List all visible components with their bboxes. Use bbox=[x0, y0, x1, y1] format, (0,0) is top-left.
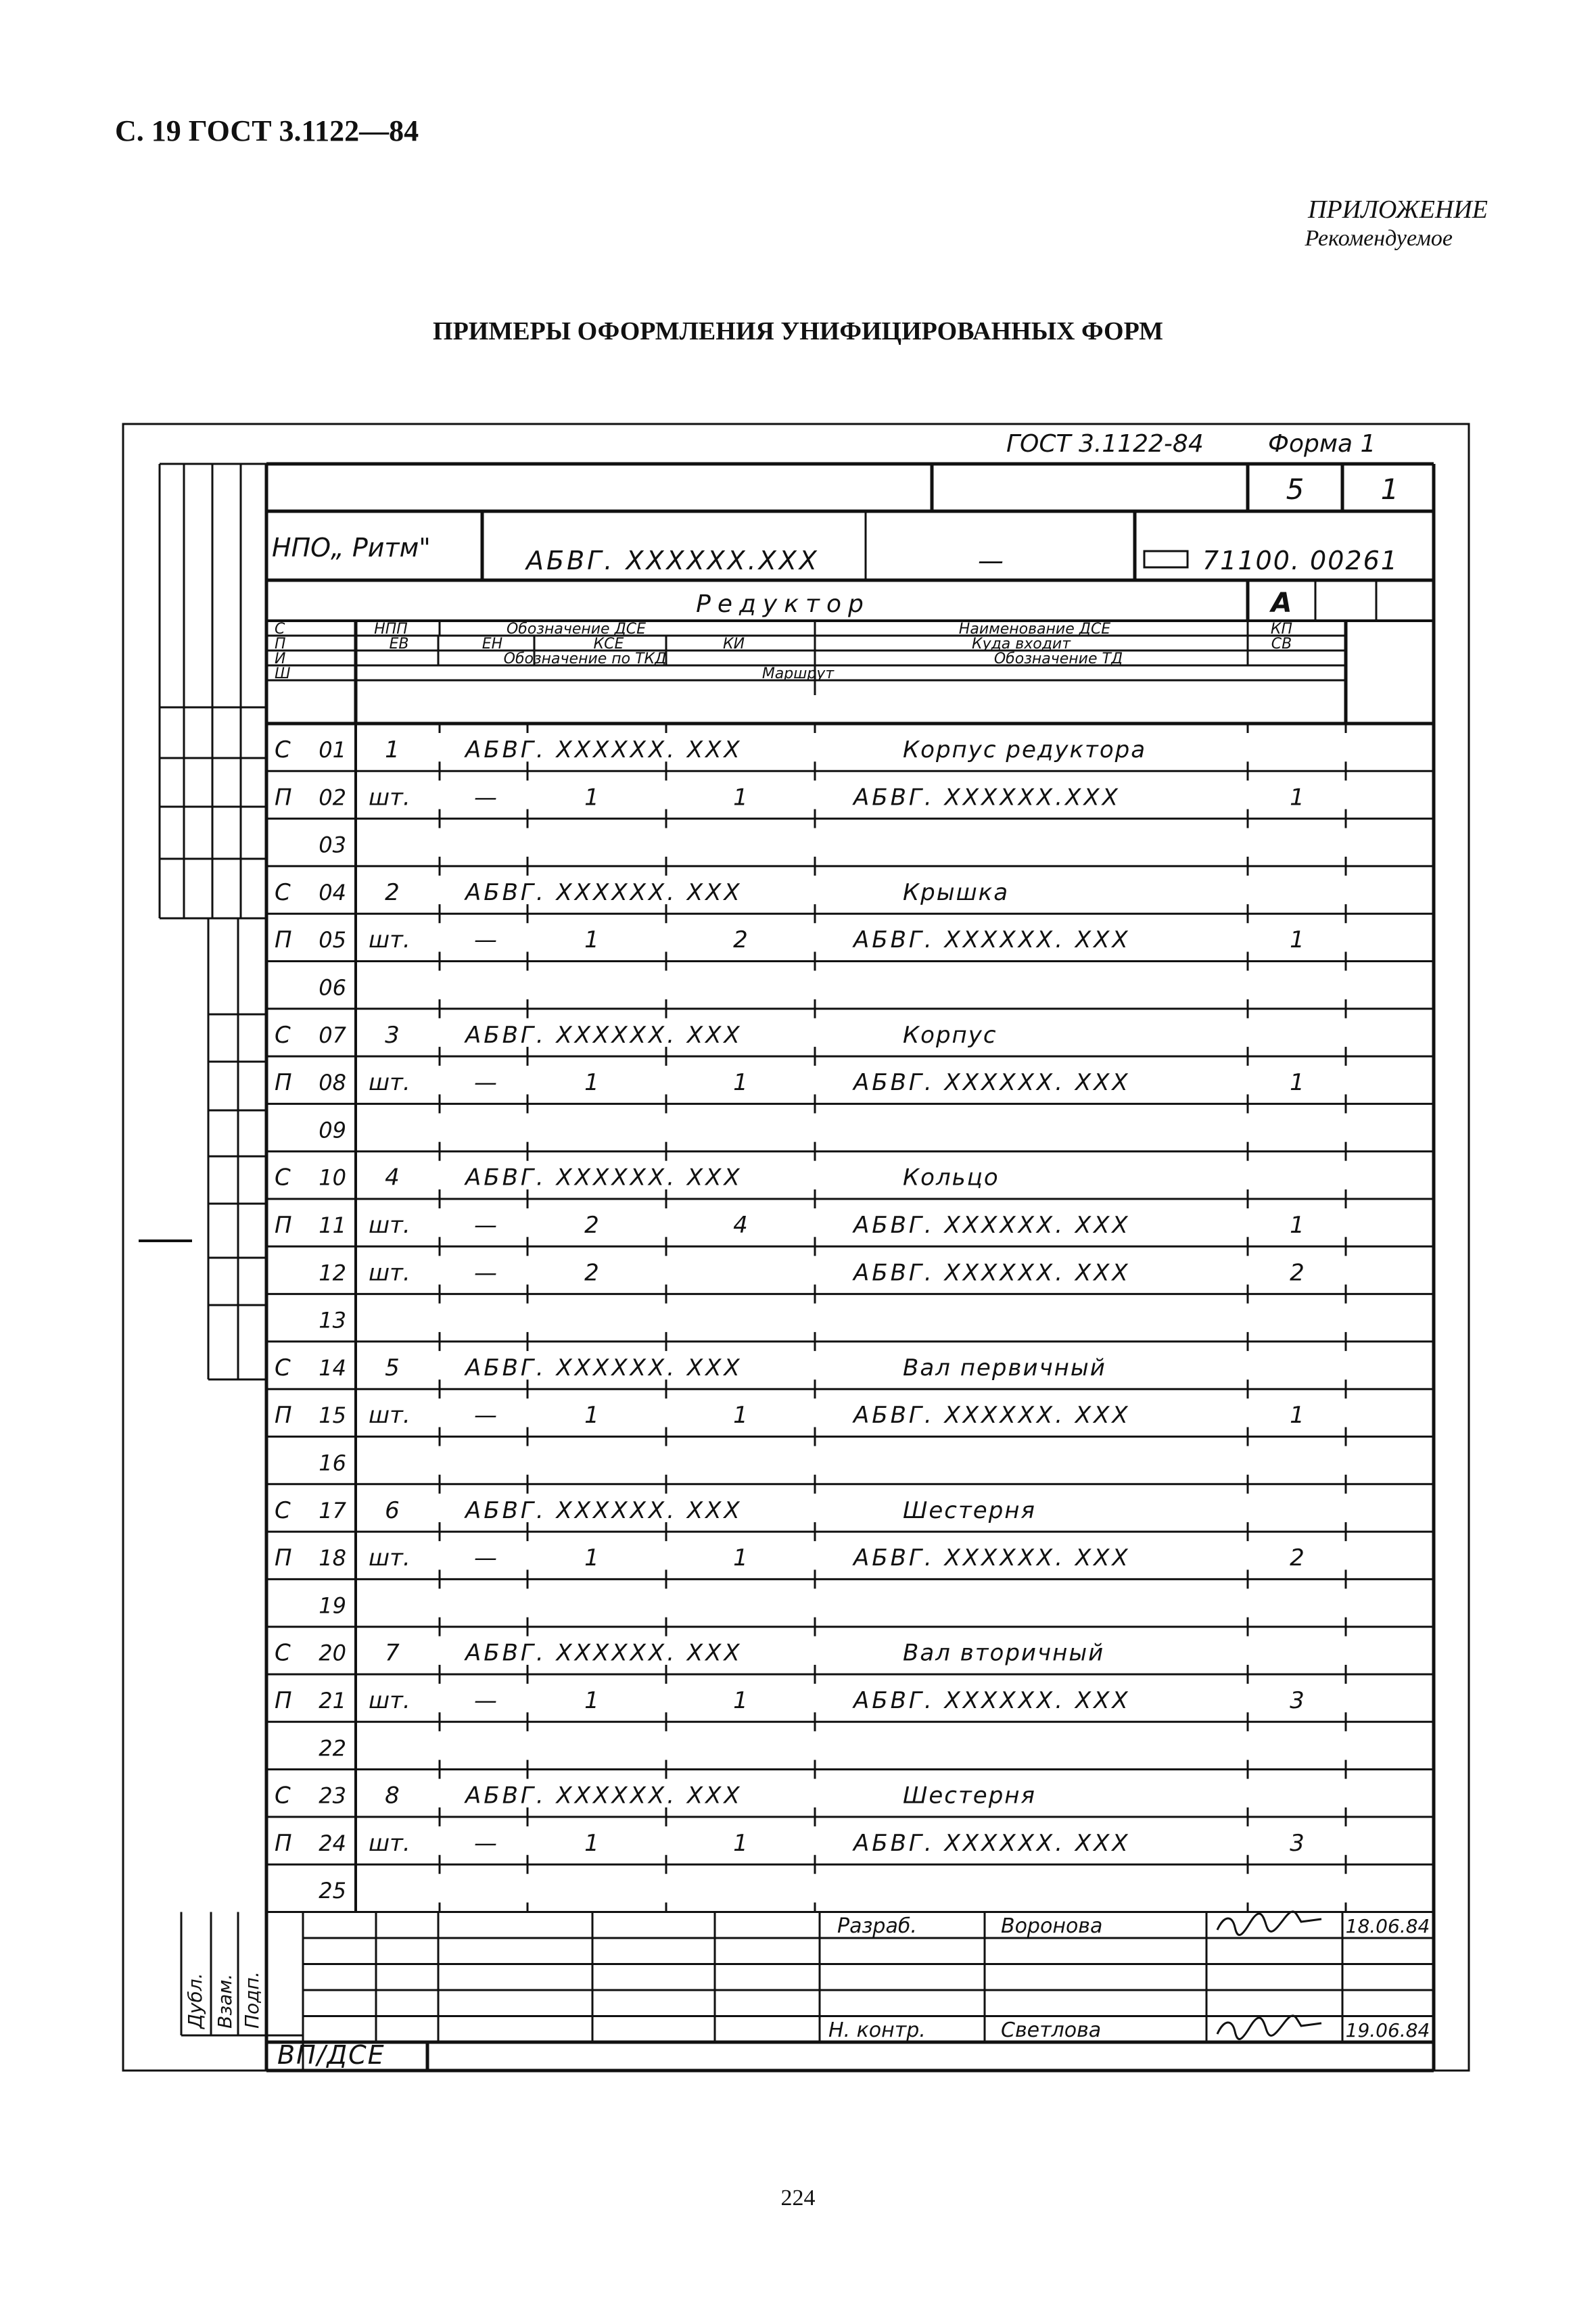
row-type-code: С bbox=[275, 1164, 291, 1191]
unit-kse: 1 bbox=[584, 926, 599, 954]
unit-sv: 3 bbox=[1290, 1687, 1305, 1714]
row-number: 20 bbox=[319, 1640, 346, 1666]
unit-en: — bbox=[474, 1069, 497, 1097]
unit-sv: 3 bbox=[1290, 1829, 1305, 1857]
used-in-designation: АБВГ. XXXXXX.XXX bbox=[853, 784, 1121, 811]
unit-ev: шт. bbox=[369, 1544, 410, 1572]
row-number: 08 bbox=[319, 1070, 346, 1096]
letter-field: А bbox=[1271, 588, 1292, 619]
unit-ev: шт. bbox=[369, 1829, 410, 1857]
row-number: 17 bbox=[319, 1497, 346, 1523]
signature-role: Разраб. bbox=[837, 1914, 917, 1938]
row-number: 13 bbox=[319, 1307, 346, 1333]
legend-cell: ЕВ bbox=[389, 636, 409, 653]
product-name: Редуктор bbox=[696, 590, 870, 618]
empty-field-dash: — bbox=[978, 546, 1004, 575]
row-type-code: П bbox=[275, 1402, 292, 1429]
unit-ki: 2 bbox=[733, 926, 748, 954]
row-type-code: С bbox=[275, 1496, 291, 1524]
part-name: Корпус редуктора bbox=[903, 736, 1147, 763]
legend-cell: КИ bbox=[722, 636, 745, 653]
legend-cell: Обозначение ДСЕ bbox=[506, 621, 647, 638]
unit-ki: 1 bbox=[733, 1402, 748, 1429]
unit-ev: шт. bbox=[369, 784, 410, 811]
row-number: 10 bbox=[319, 1164, 346, 1191]
row-type-code: С bbox=[275, 1021, 291, 1049]
signature-scribble bbox=[1217, 1912, 1321, 1935]
unit-en: — bbox=[474, 926, 497, 954]
legend-cell: НПП bbox=[374, 621, 408, 638]
part-designation: АБВГ. XXXXXX. XXX bbox=[465, 1782, 743, 1810]
unit-kse: 2 bbox=[584, 1212, 599, 1239]
part-designation: АБВГ. XXXXXX. XXX bbox=[465, 1021, 743, 1049]
unit-kse: 2 bbox=[584, 1259, 599, 1287]
unit-kse: 1 bbox=[584, 1544, 599, 1572]
unit-en: — bbox=[474, 1544, 497, 1572]
page-header: С. 19 ГОСТ 3.1122—84 bbox=[115, 114, 419, 147]
part-designation: АБВГ. XXXXXX. XXX bbox=[465, 1164, 743, 1191]
legend-row-code: И bbox=[275, 651, 286, 667]
unit-sv: 2 bbox=[1290, 1544, 1305, 1572]
used-in-designation: АБВГ. XXXXXX. XXX bbox=[853, 1069, 1131, 1097]
unit-sv: 1 bbox=[1290, 1212, 1305, 1239]
appendix-subtitle: Рекомендуемое bbox=[1305, 226, 1453, 251]
row-type-code: П bbox=[275, 1544, 292, 1572]
document-box-icon bbox=[1144, 551, 1188, 567]
row-type-code: С bbox=[275, 878, 291, 906]
unit-ki: 1 bbox=[733, 1069, 748, 1097]
part-npp: 2 bbox=[385, 878, 400, 906]
unit-sv: 1 bbox=[1290, 784, 1305, 811]
unit-en: — bbox=[474, 1212, 497, 1239]
row-type-code: П bbox=[275, 784, 292, 811]
row-number: 11 bbox=[319, 1212, 346, 1238]
unit-sv: 1 bbox=[1290, 1069, 1305, 1097]
row-number: 23 bbox=[319, 1782, 346, 1809]
part-name: Вал вторичный bbox=[903, 1639, 1105, 1667]
unit-ki: 1 bbox=[733, 1544, 748, 1572]
unit-kse: 1 bbox=[584, 1402, 599, 1429]
unit-ev: шт. bbox=[369, 1212, 410, 1239]
row-type-code: П bbox=[275, 1212, 292, 1239]
row-number: 24 bbox=[319, 1830, 346, 1856]
part-npp: 1 bbox=[385, 736, 400, 763]
row-number: 22 bbox=[319, 1735, 346, 1762]
used-in-designation: АБВГ. XXXXXX. XXX bbox=[853, 1259, 1131, 1287]
legend-cell: Куда входит bbox=[971, 636, 1071, 653]
used-in-designation: АБВГ. XXXXXX. XXX bbox=[853, 1212, 1131, 1239]
part-designation: АБВГ. XXXXXX. XXX bbox=[465, 1639, 743, 1667]
used-in-designation: АБВГ. XXXXXX. XXX bbox=[853, 1687, 1131, 1714]
row-number: 25 bbox=[319, 1878, 346, 1904]
legend-cell: Маршрут bbox=[761, 665, 835, 682]
unit-ki: 1 bbox=[733, 1829, 748, 1857]
row-number: 21 bbox=[319, 1688, 346, 1714]
legend-row-code: П bbox=[275, 636, 286, 653]
document-code: АБВГ. XXXXXX.XXX bbox=[526, 546, 820, 575]
row-number: 09 bbox=[319, 1117, 346, 1143]
sheet-number: 1 bbox=[1380, 473, 1399, 506]
used-in-designation: АБВГ. XXXXXX. XXX bbox=[853, 1402, 1131, 1429]
legend-cell: Наименование ДСЕ bbox=[958, 621, 1111, 638]
row-type-code: С bbox=[275, 736, 291, 763]
sheets-count: 5 bbox=[1286, 473, 1305, 506]
row-type-code: П bbox=[275, 926, 292, 954]
row-number: 16 bbox=[319, 1450, 346, 1476]
unit-en: — bbox=[474, 1402, 497, 1429]
row-number: 18 bbox=[319, 1545, 346, 1571]
used-in-designation: АБВГ. XXXXXX. XXX bbox=[853, 926, 1131, 954]
row-number: 02 bbox=[319, 784, 346, 811]
row-number: 01 bbox=[319, 737, 346, 763]
row-number: 06 bbox=[319, 974, 346, 1001]
unit-ev: шт. bbox=[369, 926, 410, 954]
unit-kse: 1 bbox=[584, 1687, 599, 1714]
unit-kse: 1 bbox=[584, 1069, 599, 1097]
row-number: 07 bbox=[319, 1022, 346, 1048]
document-number: 71100. 00261 bbox=[1202, 546, 1399, 575]
part-npp: 5 bbox=[385, 1354, 400, 1381]
unit-ev: шт. bbox=[369, 1402, 410, 1429]
row-number: 19 bbox=[319, 1592, 346, 1619]
document-title: ПРИМЕРЫ ОФОРМЛЕНИЯ УНИФИЦИРОВАННЫХ ФОРМ bbox=[433, 317, 1163, 346]
signature-scribble bbox=[1217, 2016, 1321, 2039]
part-designation: АБВГ. XXXXXX. XXX bbox=[465, 878, 743, 906]
part-designation: АБВГ. XXXXXX. XXX bbox=[465, 736, 743, 763]
row-type-code: С bbox=[275, 1782, 291, 1810]
signature-date: 18.06.84 bbox=[1345, 1915, 1430, 1937]
row-type-code: С bbox=[275, 1354, 291, 1381]
unit-ki: 1 bbox=[733, 1687, 748, 1714]
legend-cell: КП bbox=[1270, 621, 1293, 638]
signature-name: Светлова bbox=[1001, 2018, 1102, 2042]
row-number: 04 bbox=[319, 879, 346, 905]
unit-kse: 1 bbox=[584, 784, 599, 811]
row-type-code: С bbox=[275, 1639, 291, 1667]
part-name: Шестерня bbox=[903, 1782, 1036, 1810]
row-number: 03 bbox=[319, 832, 346, 858]
unit-en: — bbox=[474, 784, 497, 811]
part-npp: 4 bbox=[385, 1164, 400, 1191]
row-number: 15 bbox=[319, 1402, 346, 1429]
part-designation: АБВГ. XXXXXX. XXX bbox=[465, 1496, 743, 1524]
appendix-title: ПРИЛОЖЕНИЕ bbox=[1308, 195, 1488, 224]
footer-code: ВП/ДСЕ bbox=[277, 2040, 385, 2070]
part-name: Кольцо bbox=[903, 1164, 1000, 1191]
signature-date: 19.06.84 bbox=[1345, 2019, 1430, 2041]
part-npp: 6 bbox=[385, 1496, 400, 1524]
used-in-designation: АБВГ. XXXXXX. XXX bbox=[853, 1829, 1131, 1857]
part-npp: 8 bbox=[385, 1782, 400, 1810]
legend-cell: СВ bbox=[1271, 636, 1292, 653]
unit-ki: 4 bbox=[733, 1212, 748, 1239]
legend-row-code: С bbox=[275, 621, 285, 638]
legend-cell: Обозначение по ТКД bbox=[503, 651, 667, 667]
signature-role: Н. контр. bbox=[828, 2018, 926, 2042]
part-name: Корпус bbox=[903, 1021, 998, 1049]
unit-sv: 2 bbox=[1290, 1259, 1305, 1287]
legend-cell: Обозначение ТД bbox=[993, 651, 1123, 667]
side-label: Взам. bbox=[214, 1973, 236, 2029]
legend-row-code: Ш bbox=[275, 665, 291, 682]
form-number-label: Форма 1 bbox=[1268, 430, 1376, 458]
legend-cell: КСЕ bbox=[593, 636, 624, 653]
part-npp: 3 bbox=[385, 1021, 400, 1049]
side-label: Дубл. bbox=[184, 1972, 206, 2029]
signature-name: Воронова bbox=[1001, 1914, 1103, 1938]
side-label: Подп. bbox=[241, 1971, 263, 2029]
page-number: 224 bbox=[780, 2185, 816, 2211]
gost-label: ГОСТ 3.1122-84 bbox=[1006, 430, 1204, 458]
unit-sv: 1 bbox=[1290, 926, 1305, 954]
row-type-code: П bbox=[275, 1829, 292, 1857]
row-number: 05 bbox=[319, 927, 346, 953]
unit-ev: шт. bbox=[369, 1687, 410, 1714]
row-number: 12 bbox=[319, 1260, 346, 1286]
part-npp: 7 bbox=[385, 1639, 400, 1667]
part-designation: АБВГ. XXXXXX. XXX bbox=[465, 1354, 743, 1381]
row-number: 14 bbox=[319, 1354, 346, 1381]
part-name: Крышка bbox=[903, 878, 1010, 906]
unit-en: — bbox=[474, 1829, 497, 1857]
organization-name: НПО„ Ритм" bbox=[272, 533, 431, 563]
unit-kse: 1 bbox=[584, 1829, 599, 1857]
row-type-code: П bbox=[275, 1069, 292, 1097]
row-type-code: П bbox=[275, 1687, 292, 1714]
unit-en: — bbox=[474, 1687, 497, 1714]
unit-ev: шт. bbox=[369, 1259, 410, 1287]
unit-ev: шт. bbox=[369, 1069, 410, 1097]
part-name: Шестерня bbox=[903, 1496, 1036, 1524]
unit-en: — bbox=[474, 1259, 497, 1287]
unit-sv: 1 bbox=[1290, 1402, 1305, 1429]
legend-cell: ЕН bbox=[482, 636, 503, 653]
part-name: Вал первичный bbox=[903, 1354, 1106, 1381]
used-in-designation: АБВГ. XXXXXX. XXX bbox=[853, 1544, 1131, 1572]
unit-ki: 1 bbox=[733, 784, 748, 811]
